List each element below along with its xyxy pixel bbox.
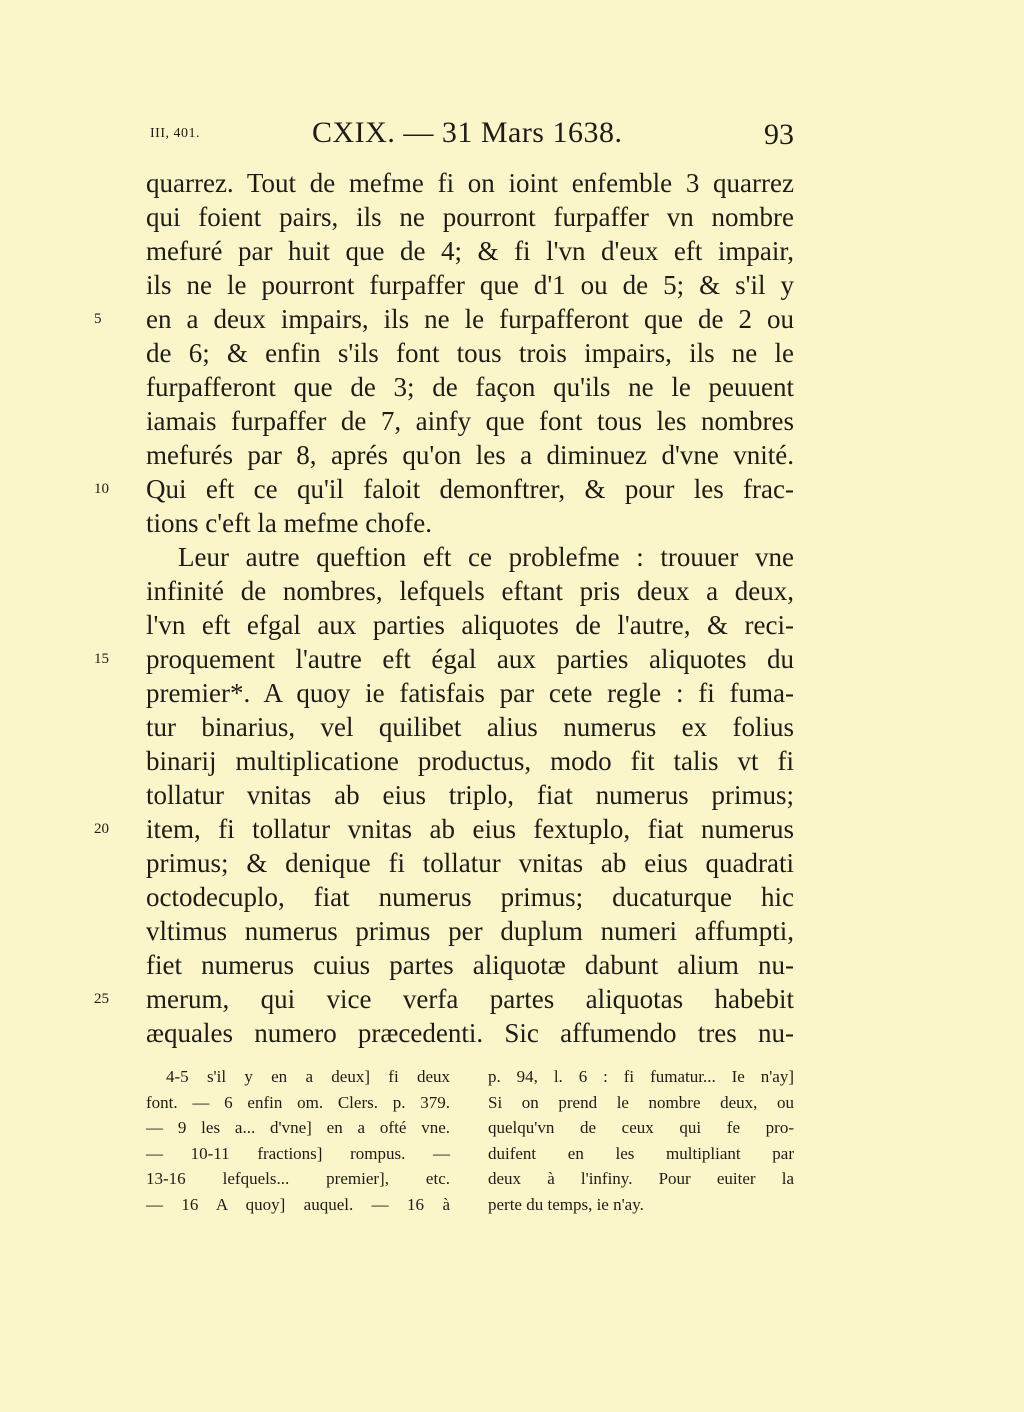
line-number: 5 (94, 311, 102, 327)
text-line: 10 Qui eft ce qu'il faloit demonftrer, & pour les frac- (94, 474, 794, 504)
line-number: 25 (94, 991, 109, 1007)
text-line: fiet numerus cuius partes aliquotæ dabunt alium nu- (146, 950, 794, 980)
footnote-line: Si on prend le nombre deux, ou (488, 1092, 794, 1112)
text-line: 15 proquement l'autre eft égal aux parties aliquotes du (94, 644, 794, 674)
footnote-line: font. — 6 enfin om. Clers. p. 379. (146, 1092, 450, 1112)
text-line: vltimus numerus primus per duplum numeri affumpti, (146, 916, 794, 946)
text-line: Leur autre queftion eft ce problefme : trouuer vne (178, 542, 794, 572)
text-line: infinité de nombres, lefquels eftant pris deux a deux, (146, 576, 794, 606)
text-line: iamais furpaffer de 7, ainfy que font tous les nombres (146, 406, 794, 436)
text-line: æquales numero præcedenti. Sic affumendo tres nu- (146, 1018, 794, 1048)
footnote-line: — 10-11 fractions] rompus. — (146, 1143, 450, 1163)
footnotes (146, 1064, 794, 1214)
footnotes-right-column (488, 1064, 794, 1217)
text-line: primus; & denique fi tollatur vnitas ab eius quadrati (146, 848, 794, 878)
footnote-line: 4-5 s'il y en a deux] fi deux (166, 1067, 450, 1086)
text-line: qui foient pairs, ils ne pourront furpaffer vn nombre (146, 202, 794, 232)
line-number: 20 (94, 821, 109, 837)
footnote-line: — 16 A quoy] auquel. — 16 à (146, 1194, 450, 1214)
volume-reference: III, 401. (150, 126, 200, 141)
line-number: 15 (94, 651, 109, 667)
text-line: tur binarius, vel quilibet alius numerus ex folius (146, 712, 794, 742)
page-header (0, 116, 1024, 156)
footnote-line: 13-16 lefquels... premier], etc. (146, 1169, 450, 1188)
text-line: mefuré par huit que de 4; & fi l'vn d'eux eft impair, (146, 236, 794, 266)
text-line: 25 merum, qui vice verfa partes aliquotas habebit (94, 984, 794, 1014)
main-text (94, 166, 794, 1050)
text-line: binarij multiplicatione productus, modo fit talis vt fi (146, 746, 794, 776)
text-line: quarrez. Tout de mefme fi on ioint enfemble 3 quarrez (146, 168, 794, 198)
footnote-line: duifent en les multipliant par (488, 1143, 794, 1163)
footnote-line: quelqu'vn de ceux qui fe pro- (488, 1118, 794, 1137)
text-line: mefurés par 8, aprés qu'on les a diminuez d'vne vnité. (146, 440, 794, 470)
text-line: l'vn eft efgal aux parties aliquotes de l'autre, & reci- (146, 610, 794, 640)
page-number: 93 (764, 118, 794, 151)
text-line: 20 item, fi tollatur vnitas ab eius fextuplo, fiat numerus (94, 814, 794, 844)
footnote-line: deux à l'infiny. Pour euiter la (488, 1169, 794, 1188)
footnote-line: p. 94, l. 6 : fi fumatur... Ie n'ay] (488, 1067, 794, 1086)
letter-title: CXIX. — 31 Mars 1638. (312, 116, 623, 149)
text-line: furpafferont que de 3; de façon qu'ils ne le peuuent (146, 372, 794, 402)
footnotes-left-column (146, 1064, 450, 1217)
text-line: 5 en a deux impairs, ils ne le furpafferont que de 2 ou (94, 304, 794, 334)
text-line: tions c'eft la mefme chofe. (146, 508, 432, 538)
text-line: ils ne le pourront furpaffer que d'1 ou de 5; & s'il y (146, 270, 794, 300)
text-line: tollatur vnitas ab eius triplo, fiat numerus primus; (146, 780, 794, 810)
footnote-line: — 9 les a... d'vne] en a ofté vne. (146, 1118, 450, 1137)
line-number: 10 (94, 481, 109, 497)
footnote-line: perte du temps, ie n'ay. (488, 1194, 644, 1214)
text-line: de 6; & enfin s'ils font tous trois impairs, ils ne le (146, 338, 794, 368)
text-line: premier*. A quoy ie fatisfais par cete regle : fi fuma- (146, 678, 794, 708)
text-line: octodecuplo, fiat numerus primus; ducaturque hic (146, 882, 794, 912)
